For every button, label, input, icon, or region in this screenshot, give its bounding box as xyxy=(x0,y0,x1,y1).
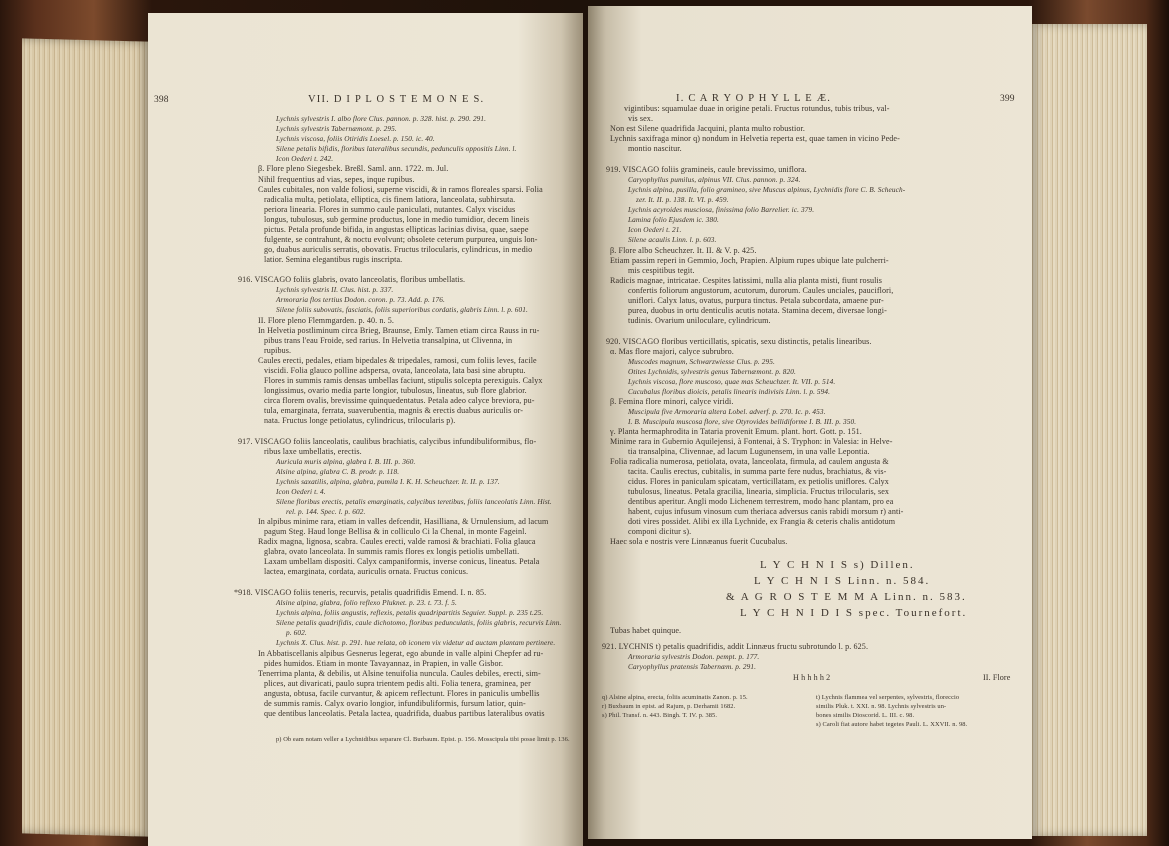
left-page-text-line: Lychnis sylvestris Tabernæmont. p. 295. xyxy=(276,124,397,133)
right-page-text-line: componi dicitur s). xyxy=(628,527,692,536)
right-page-text-line: dentibus aperitur. Angli modo Lichenem terrestrem, modo hanc plantam, pro ea xyxy=(628,497,894,506)
left-page-text-line: Silene floribus erectis, petalis emarginatis, calycibus teretibus, foliis lanceolatis Linn. Hist. xyxy=(276,497,552,506)
right-page-text-line: 921. LYCHNIS t) petalis quadrifidis, addit Linnæus fructu subrotundo l. p. 625. xyxy=(602,642,869,651)
left-page-text-line: 916. VISCAGO foliis glabris, ovato lanceolatis, floribus umbellatis. xyxy=(238,275,466,284)
left-page-text-line: rel. p. 144. Spec. l. p. 602. xyxy=(286,507,366,516)
left-page-text-line: periora linearia. Flores in summo caule paniculati, nutantes. Calyx viscidus xyxy=(264,205,516,214)
left-page-text-line: radicalia multa, petiolata, elliptica, cis finem latiora, lanceolata, subhirsuta. xyxy=(264,195,516,204)
left-page-text-line: pictus. Petala profunde bifida, in angustas ellipticas lacinias divisa, quae, saepe xyxy=(264,225,529,234)
left-page-text-line: Alsine alpina, glabra, folio reflexo Pluknet. p. 23. t. 73. f. 5. xyxy=(276,598,457,607)
right-page-text-line: Caryophyllus pratensis Tabernæm. p. 291. xyxy=(628,662,756,671)
left-page-text-line: Lychnis sylvestris II. Clus. hist. p. 337. xyxy=(276,285,394,294)
left-page-text-line: viscidi. Folia glauco polline adspersa, ovata, lanceolata, lata basi sine abruptu. xyxy=(264,366,526,375)
right-page-text-line: cidus. Flores in paniculam spicatam, verticillatam, ex petiolis uniflores. Calyx xyxy=(628,477,889,486)
page-number-left: 398 xyxy=(154,95,169,105)
left-page-text-line: glabra, ovato lanceolata. In summis ramis flores ex longis petiolis umbellati. xyxy=(264,547,520,556)
left-page-text-line: Caules cubitales, non valde foliosi, superne viscidi, & in ramos floreales sparsi. Folia xyxy=(258,185,543,194)
right-page-text-line: Silene acaulis Linn. l. p. 603. xyxy=(628,235,717,244)
right-page-text-line: tia transalpina, Clivennae, ad lacum Lugunensem, in una valle Lepontia. xyxy=(628,447,870,456)
right-page-text-line: Caryophyllus pumilus, alpinus VII. Clus. pannon. p. 324. xyxy=(628,175,801,184)
right-page-text-line: Armoraria sylvestris Dodon. pempt. p. 177. xyxy=(628,652,760,661)
right-page-text-line: β. Femina flore minori, calyce viridi. xyxy=(610,397,734,406)
right-page-text-line: 919. VISCAGO foliis gramineis, caule brevissimo, uniflora. xyxy=(606,165,807,174)
left-page-text-line: ribus laxe umbellatis, erectis. xyxy=(264,447,362,456)
left-page-text-line: pibus trans l'eau Froide, sed rarius. In Helvetia transalpina, ut Clivenna, in xyxy=(264,336,513,345)
left-page-edges xyxy=(22,38,150,836)
right-page-text-line: Lychnis viscosa, flore muscoso, quae mas Scheuchzer. It. VII. p. 514. xyxy=(628,377,836,386)
left-page-text-line: Nihil frequentius ad vias, sepes, inque rupibus. xyxy=(258,175,415,184)
right-page-text-line: Muscipula five Armoraria altera Lobel. adverf. p. 270. Ic. p. 453. xyxy=(628,407,826,416)
right-page-text-line: & A G R O S T E M M A Linn. n. 583. xyxy=(726,591,967,603)
left-page-text-line: 917. VISCAGO foliis lanceolatis, caulibus brachiatis, calycibus infundibuliformibus, flo- xyxy=(238,437,537,446)
right-page-text-line: Non est Silene quadrifida Jacquini, planta multo robustior. xyxy=(610,124,805,133)
left-page-text-line: Lychnis X. Clus. hist. p. 291. hue relata, ob iconem vix videtur ad auctam plantam pertinere. xyxy=(276,638,556,647)
right-page-text-line: Haec sola e nostris vere Linnæanus fuerit Cucubalus. xyxy=(610,537,788,546)
right-page-text-line: H h h h h 2 xyxy=(793,673,831,682)
left-page-text-line: fulgente, se contrahunt, & noctu evolvunt; obsolete ceterum purpurea, unguis lon- xyxy=(264,235,538,244)
right-page-text-line: Tubas habet quinque. xyxy=(610,626,682,635)
right-page-text-line: Etiam passim reperi in Gemmio, Joch, Prapien. Alpium rupes ubique late pulcherri- xyxy=(610,256,889,265)
right-page-text-line: Lamina folio Ejusdem ic. 380. xyxy=(628,215,719,224)
running-head-right: I. C A R Y O P H Y L L E Æ. xyxy=(676,93,832,104)
right-page-text-line: bones similis Dioscorid. L. III. c. 98. xyxy=(816,712,915,719)
left-page-text-line: Auricula muris alpina, glabra I. B. III. p. 360. xyxy=(276,457,416,466)
right-page-text-line: montio nascitur. xyxy=(628,144,682,153)
right-page-text-line: r) Buxbaum in epist. ad Rajum, p. Derhamii 1682. xyxy=(602,703,736,710)
left-page-text-line: Silene foliis subovatis, fasciatis, foliis superioribus cordatis, glabris Linn. l. p. 601. xyxy=(276,305,528,314)
left-page-text-line: Lychnis saxatilis, alpina, glabra, pumila I. K. H. Scheuchzer. It. II. p. 137. xyxy=(276,477,500,486)
right-page-text-line: doti vires possidet. Alibi ex illa Lychnide, ex Frangia & ceteris chalis antidotum xyxy=(628,517,896,526)
left-page-text-line: nata. Fructus longe petiolatus, cylindricus, trilocularis p). xyxy=(264,416,456,425)
left-page-text-line: β. Flore pleno Siegesbek. Breßl. Saml. ann. 1722. m. Jul. xyxy=(258,164,449,173)
left-page-text-line: Caules erecti, pedales, etiam bipedales & tripedales, ramosi, cum foliis leves, facile xyxy=(258,356,537,365)
left-page-text-line: pagum Steg. Haud longe Bellisa & in colliculo Ci la Chenal, in monte Fageinl. xyxy=(264,527,527,536)
right-page-text-line: γ. Planta hermaphrodita in Tataria provenit Emum. plant. hort. Gott. p. 151. xyxy=(610,427,862,436)
right-page-text-line: Radicis magnae, intricatae. Cespites latissimi, nulla alia planta misti, fiunt rosulis xyxy=(610,276,883,285)
right-page-text-line: Folia radicalia numerosa, petiolata, ovata, lanceolata, firmula, ad caulem angusta & xyxy=(610,457,889,466)
right-page-edges xyxy=(1030,24,1147,836)
right-page-text-line: similis Pluk. t. XXI. n. 98. Lychnis sylvestris un- xyxy=(816,703,947,710)
left-page-text-line: plices, aut divaricati, paulo supra trientem pedis alti. Folia tenera, graminea, per xyxy=(264,679,531,688)
right-page-text-line: II. Flore xyxy=(983,673,1011,682)
left-page-text-line: Silene petalis quadrifidis, caule dichotomo, floribus pedunculatis, foliis glabris, recurvis Linn. xyxy=(276,618,562,627)
left-page-text-line: Silene petalis bifidis, floribus lateralibus secundis, pedunculis oppositis Linn. l. xyxy=(276,144,517,153)
right-page-text-line: 920. VISCAGO floribus verticillatis, spicatis, sexu distinctis, petalis linearibus. xyxy=(606,337,872,346)
right-page-text-line: L Y C H N I S Linn. n. 584. xyxy=(754,575,931,587)
left-page-text-line: circa florem ovalis, brevissime quinquedentatus. Petala adeo calyce breviora, pu- xyxy=(264,396,535,405)
right-page-text-line: Lychnis acyroides musciosa, finissima folio Barrelier. ic. 379. xyxy=(628,205,815,214)
left-page-text-line: *918. VISCAGO foliis teneris, recurvis, petalis quadrifidis Emend. I. n. 85. xyxy=(234,588,487,597)
left-page-text-line: tula, emarginata, ferrata, suaverubentia, magnis & erectis duabus auriculis or- xyxy=(264,406,524,415)
left-page-text-line: latior. Semina elegantibus rugis inscripta. xyxy=(264,255,403,264)
left-page-text-line: In alpibus minime rara, etiam in valles defcendit, Hasilliana, & Urnulensium, ad lacum xyxy=(258,517,549,526)
left-page-text-line: II. Flore pleno Flemmgarden. p. 40. n. 5. xyxy=(258,316,395,325)
right-page-text-line: s) Caroli fiat autore habet tegetes Pauli. L. XXVII. n. 98. xyxy=(816,721,968,728)
left-page-text-line: p) Ob eam notam veller a Lychnidibus separare Cl. Burbaum. Epist. p. 156. Mosscipula tibi posse limit p. 136. xyxy=(276,736,570,743)
right-page-text-line: Otites Lychnidis, sylvestris genus Tabernæmont. p. 820. xyxy=(628,367,796,376)
right-page-text-line: Minime rara in Gubernio Aquilejensi, à Fontenai, à S. Tryphon: in Valesia: in Helve- xyxy=(610,437,893,446)
left-page-text-line: Radix magna, lignosa, scabra. Caules erecti, valde ramosi & brachiati. Folia glauca xyxy=(258,537,536,546)
right-page-text-line: α. Mas flore majori, calyce subrubro. xyxy=(610,347,734,356)
left-page-text-line: longus, tubulosus, sub germine productus, lone in medio tumidior, decem lineis xyxy=(264,215,530,224)
left-page-text-line: Icon Oederi t. 242. xyxy=(276,154,334,163)
left-page-text-line: Laxam umbellam dispositi. Calyx campaniformis, inverse conicus, lineatus. Petala xyxy=(264,557,540,566)
left-page xyxy=(148,13,583,846)
right-page-text-line: Lychnis saxifraga minor q) nondum in Helvetia reperta est, quae tamen in vicino Pede- xyxy=(610,134,900,143)
right-page-text-line: β. Flore albo Scheuchzer. It. II. & V. p. 425. xyxy=(610,246,757,255)
right-page-text-line: Icon Oederi t. 21. xyxy=(628,225,682,234)
left-page-text-line: In Abbatiscellanis alpibus Gesnerus legerat, ego abunde in valle alpini Chepfer ad ru- xyxy=(258,649,544,658)
right-page-text-line: mis cespitibus tegit. xyxy=(628,266,695,275)
left-page-text-line: Flores in summis ramis densas umbellas faciunt, stipulis solcepta perexiguis. Calyx xyxy=(264,376,543,385)
right-page xyxy=(588,6,1032,839)
page-number-right: 399 xyxy=(1000,94,1015,104)
right-page-text-line: vis sex. xyxy=(628,114,654,123)
right-page-text-line: tubulosus, lineatus. Petala gracilia, linearia, simplicia. Fructus trilocularis, sex xyxy=(628,487,890,496)
right-page-text-line: s) Phil. Transf. n. 443. Bingh. T. IV. p. 385. xyxy=(602,712,718,719)
right-page-text-line: I. B. Muscipula muscosa flore, sive Otyrovides bellidiforme I. B. III. p. 350. xyxy=(628,417,857,426)
right-page-text-line: tudinis. Ovarium uniloculare, cylindricum. xyxy=(628,316,771,325)
left-page-text-line: de summis ramis. Calyx ovario longior, infundibuliformis, fursum latior, quin- xyxy=(264,699,526,708)
right-page-text-line: purea, duobus in ortu denticulis acutis notata. Stamina decem, diversae longi- xyxy=(628,306,887,315)
running-head-left: VII. D I P L O S T E M O N E S. xyxy=(308,94,485,105)
left-page-text-line: Icon Oederi t. 4. xyxy=(276,487,326,496)
right-page-text-line: tacita. Caulis erectus, cubitalis, in summa parte fere nudus, brachiatus, & vis- xyxy=(628,467,887,476)
left-page-text-line: longissimus, ovario media parte longior, tubulosus, lineatus, sub flore glabrior. xyxy=(264,386,527,395)
left-page-text-line: Lychnis viscosa, foliis Otiridis Loesel. p. 150. ic. 40. xyxy=(276,134,435,143)
left-page-text-line: Alsine alpina, glabra C. B. prodr. p. 118. xyxy=(276,467,400,476)
right-page-text-line: confertis foliorum angustorum, acutorum, durorum. Caules unciales, pauciflori, xyxy=(628,286,894,295)
left-page-text-line: Lychnis alpina, foliis angustis, reflexis, petalis quadripartitis Seguier. Suppl. p. 235 t.25. xyxy=(276,608,544,617)
left-page-text-line: Lychnis sylvestris I. albo flore Clus. pannon. p. 328. hist. p. 290. 291. xyxy=(276,114,487,123)
left-page-text-line: Armoraria flos tertius Dodon. coron. p. 73. Add. p. 176. xyxy=(276,295,445,304)
right-page-text-line: habent, cujus infusum vinosum cum theriaca adversus canis rabidi morsum r) anti- xyxy=(628,507,904,516)
right-page-text-line: zer. It. II. p. 138. It. VI. p. 459. xyxy=(636,195,729,204)
left-page-text-line: que dentibus lanceolatis. Petala lactea, quadrifida, duabus partibus lateralibus ovatis xyxy=(264,709,545,718)
right-page-text-line: Cucubalus floribus dioicis, petalis linearis indivisis Linn. l. p. 594. xyxy=(628,387,831,396)
left-page-text-line: lactea, emarginata, cordata, auriculis ornata. Fructus conicus. xyxy=(264,567,469,576)
left-page-text-line: pides humidos. Etiam in monte Tavayannaz, in Prapien, in valle Gisbor. xyxy=(264,659,504,668)
left-page-text-line: In Helvetia postliminum circa Brieg, Braunse, Emly. Tamen etiam circa Rauss in ru- xyxy=(258,326,540,335)
right-page-text-line: L Y C H N I S s) Dillen. xyxy=(760,559,915,571)
right-page-text-line: t) Lychnis flammea vel serpentes, sylvestris, floreccio xyxy=(816,694,960,701)
left-page-text-line: p. 602. xyxy=(286,628,307,637)
left-page-text-line: rupibus. xyxy=(264,346,292,355)
right-page-text-line: q) Alsine alpina, erecta, foliis acuminatis Zanon. p. 15. xyxy=(602,694,748,701)
left-page-text-line: Tenerrima planta, & debilis, ut Alsine tenuifolia nuncula. Caules debiles, erecti, sim- xyxy=(258,669,541,678)
right-page-text-line: L Y C H N I D I S spec. Tournefort. xyxy=(740,607,968,619)
left-page-text-line: angusta, obtusa, facile curvantur, & apicem reflectunt. Flores in paniculis umbellis xyxy=(264,689,540,698)
right-page-text-line: Lychnis alpina, pusilla, folio gramineo, sive Muscus alpinus, Lychnidis flore C. B. Scheuch- xyxy=(628,185,906,194)
left-page-text-line: go, duabus auriculis serratis, obovatis. Fructus trilocularis, cylindricus, in medio xyxy=(264,245,533,254)
right-page-text-line: Muscodes magnum, Schwarzwiesse Clus. p. 295. xyxy=(628,357,775,366)
right-page-text-line: vigintibus: squamulae duae in origine petali. Fructus rotundus, tubis tribus, val- xyxy=(624,104,890,113)
right-page-text-line: uniflori. Calyx latus, ovatus, purpura tinctus. Petala subcordata, amaene pur- xyxy=(628,296,884,305)
